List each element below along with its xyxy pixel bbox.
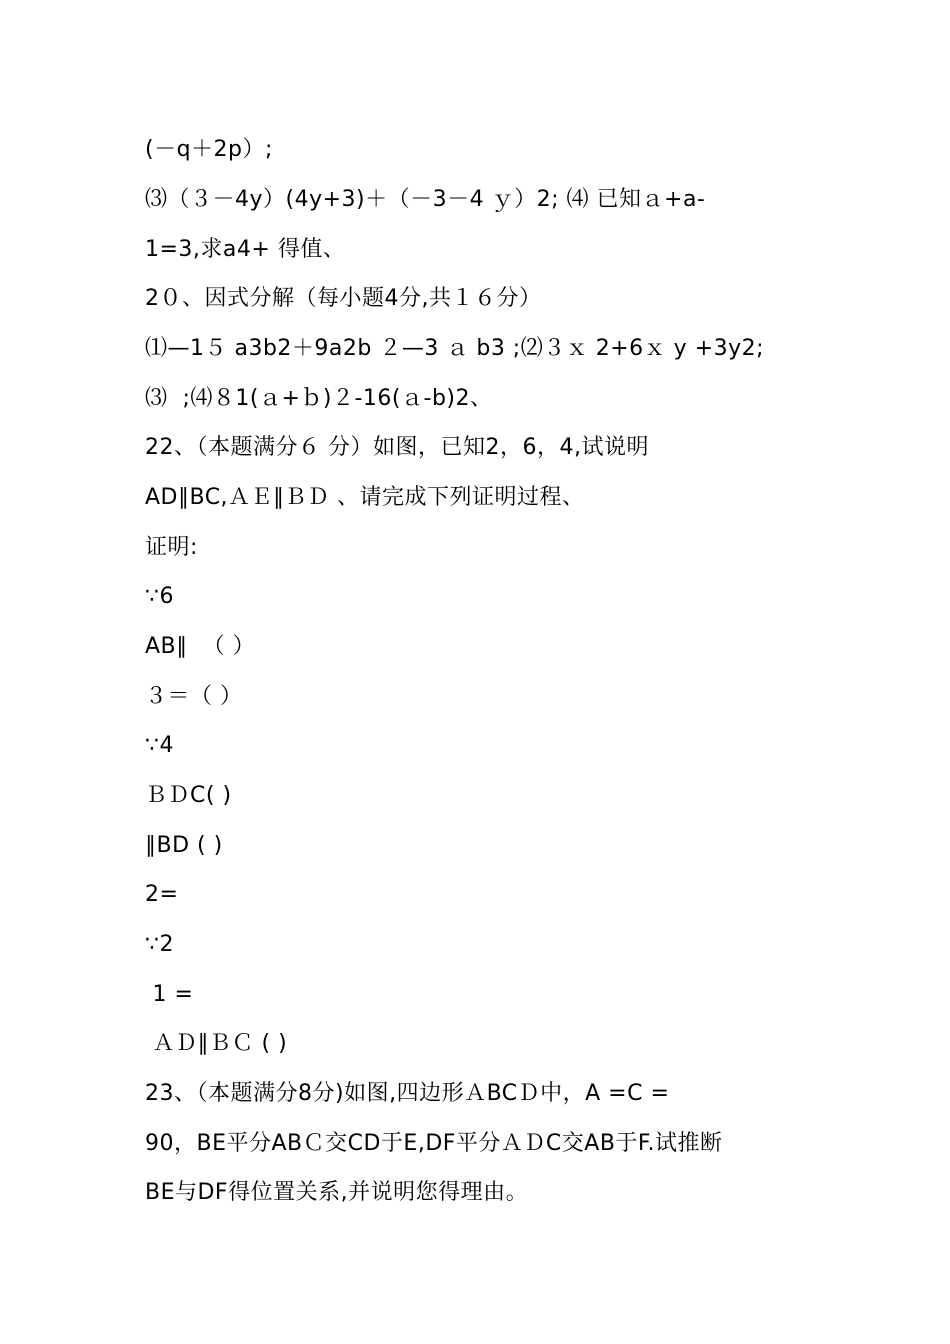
proof-step: 2= xyxy=(145,882,179,907)
question-heading: 22、（本题满分６ 分）如图，已知2，6，4,试说明 xyxy=(145,435,649,460)
proof-step: ∵6 xyxy=(145,584,174,609)
proof-step: ∵4 xyxy=(145,733,174,758)
section-heading: 2０、因式分解（每小题4分,共１６分） xyxy=(145,286,542,311)
proof-step: ３＝（ ） xyxy=(145,684,243,709)
proof-step: AB∥ （ ） xyxy=(145,634,256,659)
proof-step: ∵2 xyxy=(145,932,174,957)
text-line: 90，BE平分ABＣ交CD于E,DF平分ＡＤC交AB于F.试推断 xyxy=(145,1131,723,1156)
text-line: ⑶（３－4y）(4y+3)＋（－3－4 ｙ）2; ⑷ 已知ａ+a- xyxy=(145,187,706,212)
text-line: 1=3,求a4+ 得值、 xyxy=(145,237,346,262)
proof-label: 证明: xyxy=(145,535,198,560)
text-line: (－q＋2p）; xyxy=(145,137,273,162)
proof-step: ＢＤC( ) xyxy=(145,783,232,808)
text-line: AD∥BC,ＡＥ∥ＢＤ 、请完成下列证明过程、 xyxy=(145,485,585,510)
proof-step: ∥BD ( ) xyxy=(145,833,223,858)
text-line: BE与DF得位置关系,并说明您得理由。 xyxy=(145,1180,529,1205)
text-line: ⑴—1５ a3b2＋9a2b ２—3 ａ b3 ;⑵３ｘ 2+6ｘ y +3y2; xyxy=(145,336,765,361)
proof-step: 1 = xyxy=(145,982,194,1007)
question-heading: 23、（本题满分8分)如图,四边形ＡBCＤ中，A =C = xyxy=(145,1081,670,1106)
text-line: ⑶ ;⑷８1(ａ+ｂ)２-16(ａ-b)2、 xyxy=(145,386,493,411)
proof-step: ＡＤ∥ＢＣ ( ) xyxy=(145,1031,288,1056)
